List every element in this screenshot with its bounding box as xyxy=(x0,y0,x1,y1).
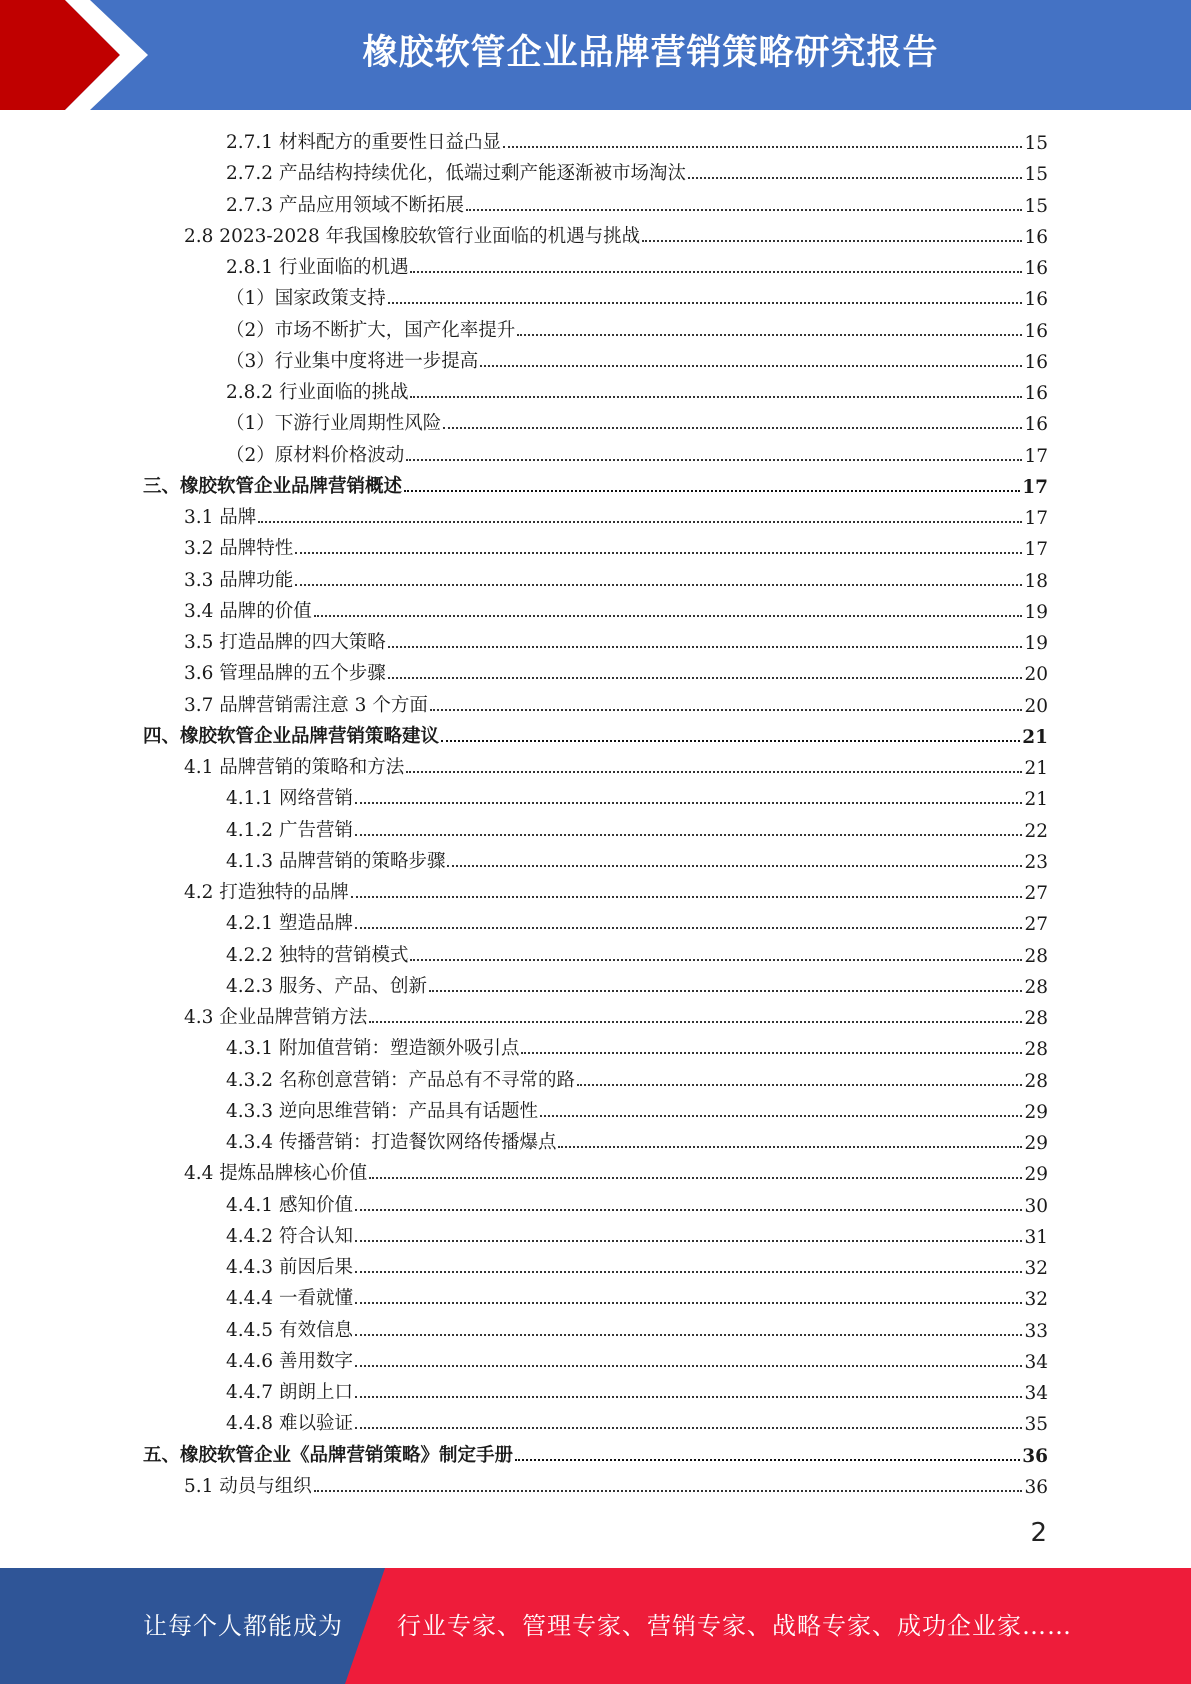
toc-leader-dots xyxy=(355,1271,1023,1273)
toc-entry-page: 28 xyxy=(1024,1008,1048,1029)
toc-leader-dots xyxy=(410,271,1022,273)
toc-entry-label: 3.5 打造品牌的四大策略 xyxy=(184,632,386,653)
toc-entry-page: 18 xyxy=(1024,570,1048,592)
toc-entry-label: 4.2 打造独特的品牌 xyxy=(184,882,349,903)
toc-entry-label: 4.1.1 网络营销 xyxy=(226,788,353,810)
toc-entry-label: 4.4.4 一看就懂 xyxy=(226,1288,353,1310)
footer-slogan-right: 行业专家、管理专家、营销专家、战略专家、成功企业家…… xyxy=(397,1612,1072,1640)
toc-entry-label: 五、橡胶软管企业《品牌营销策略》制定手册 xyxy=(143,1444,514,1466)
toc-entry[interactable] xyxy=(226,1096,1048,1127)
toc-leader-dots xyxy=(355,834,1023,836)
toc-entry-label: 四、橡胶软管企业品牌营销策略建议 xyxy=(143,725,440,747)
toc-leader-dots xyxy=(443,427,1022,429)
toc-entry-page: 17 xyxy=(1024,445,1048,467)
toc-entry[interactable] xyxy=(226,1127,1048,1158)
toc-entry-page: 29 xyxy=(1024,1164,1048,1186)
toc-leader-dots xyxy=(441,740,1020,742)
toc-entry-page: 28 xyxy=(1024,976,1048,998)
toc-leader-dots xyxy=(466,209,1022,211)
toc-leader-dots xyxy=(355,1365,1023,1367)
toc-entry[interactable] xyxy=(184,1158,1048,1189)
toc-entry-label: 4.3.2 名称创意营销：产品总有不寻常的路 xyxy=(226,1069,575,1091)
toc-entry[interactable] xyxy=(143,471,1048,502)
toc-leader-dots xyxy=(642,240,1022,242)
toc-entry-page: 21 xyxy=(1022,726,1048,748)
toc-leader-dots xyxy=(503,146,1022,148)
toc-entry[interactable] xyxy=(226,127,1048,158)
toc-entry-label: 4.4.2 符合认知 xyxy=(226,1225,353,1247)
toc-entry-label: 2.7.2 产品结构持续优化，低端过剩产能逐渐被市场淘汰 xyxy=(226,163,686,185)
toc-entry-label: （1）国家政策支持 xyxy=(226,288,386,310)
toc-leader-dots xyxy=(314,1490,1023,1492)
toc-leader-dots xyxy=(480,365,1022,367)
toc-leader-dots xyxy=(540,1115,1022,1117)
toc-entry-page: 20 xyxy=(1024,664,1048,686)
toc-entry[interactable] xyxy=(184,1471,1048,1502)
toc-entry-page: 17 xyxy=(1024,508,1048,529)
toc-entry-label: 3.4 品牌的价值 xyxy=(184,600,312,622)
toc-entry-label: 2.7.1 材料配方的重要性日益凸显 xyxy=(226,132,501,153)
toc-entry[interactable] xyxy=(226,158,1048,189)
toc-entry-page: 23 xyxy=(1024,851,1048,873)
toc-entry-label: 4.1.2 广告营销 xyxy=(226,819,353,841)
toc-entry-label: 4.2.1 塑造品牌 xyxy=(226,913,353,935)
toc-entry[interactable] xyxy=(184,690,1048,721)
toc-entry-page: 27 xyxy=(1024,914,1048,936)
toc-entry-label: 2.8 2023-2028 年我国橡胶软管行业面临的机遇与挑战 xyxy=(184,225,641,247)
toc-entry-page: 22 xyxy=(1024,820,1048,842)
toc-entry[interactable] xyxy=(226,346,1048,377)
toc-entry-page: 21 xyxy=(1024,758,1048,779)
toc-leader-dots xyxy=(355,1302,1023,1304)
toc-entry-label: 4.3.4 传播营销：打造餐饮网络传播爆点 xyxy=(226,1132,557,1153)
toc-entry[interactable] xyxy=(226,783,1048,814)
toc-entry-page: 19 xyxy=(1024,601,1048,623)
toc-entry-label: 3.7 品牌营销需注意 3 个方面 xyxy=(184,694,428,716)
toc-leader-dots xyxy=(295,584,1022,586)
toc-leader-dots xyxy=(558,1146,1022,1148)
page-number: 2 xyxy=(1030,1518,1047,1548)
toc-leader-dots xyxy=(406,771,1022,773)
toc-entry-page: 29 xyxy=(1024,1101,1048,1123)
toc-entry[interactable] xyxy=(226,283,1048,314)
toc-entry[interactable] xyxy=(184,565,1048,596)
toc-entry[interactable] xyxy=(184,658,1048,689)
toc-entry-page: 16 xyxy=(1024,226,1048,248)
toc-entry[interactable] xyxy=(226,1346,1048,1377)
toc-leader-dots xyxy=(369,1021,1022,1023)
toc-leader-dots xyxy=(355,802,1023,804)
toc-entry-label: 4.4 提炼品牌核心价值 xyxy=(184,1163,368,1185)
toc-entry-label: 3.6 管理品牌的五个步骤 xyxy=(184,663,386,685)
toc-leader-dots xyxy=(447,865,1022,867)
toc-entry[interactable] xyxy=(226,1221,1048,1252)
toc-entry-label: 3.2 品牌特性 xyxy=(184,538,294,560)
toc-entry-label: 三、橡胶软管企业品牌营销概述 xyxy=(143,475,403,497)
toc-entry-label: 4.4.7 朗朗上口 xyxy=(226,1382,353,1403)
toc-leader-dots xyxy=(388,677,1023,679)
toc-entry[interactable] xyxy=(226,1283,1048,1314)
toc-entry[interactable] xyxy=(226,1408,1048,1439)
toc-leader-dots xyxy=(369,1177,1022,1179)
toc-entry[interactable] xyxy=(226,377,1048,408)
toc-entry[interactable] xyxy=(226,408,1048,439)
toc-entry-page: 28 xyxy=(1024,945,1048,967)
toc-entry-label: 4.4.6 善用数字 xyxy=(226,1350,353,1372)
toc-leader-dots xyxy=(521,1052,1022,1054)
toc-leader-dots xyxy=(355,1427,1023,1429)
toc-entry-page: 16 xyxy=(1024,414,1048,436)
toc-entry-page: 16 xyxy=(1024,351,1048,373)
toc-entry[interactable] xyxy=(226,440,1048,471)
toc-entry-page: 28 xyxy=(1024,1039,1048,1061)
toc-leader-dots xyxy=(355,1334,1023,1336)
toc-entry-page: 28 xyxy=(1024,1070,1048,1092)
toc-entry[interactable] xyxy=(143,721,1048,752)
toc-entry[interactable] xyxy=(226,940,1048,971)
toc-leader-dots xyxy=(429,990,1022,992)
toc-entry[interactable] xyxy=(226,252,1048,283)
toc-entry-label: 4.3.3 逆向思维营销：产品具有话题性 xyxy=(226,1100,538,1122)
toc-entry[interactable] xyxy=(226,846,1048,877)
toc-entry[interactable] xyxy=(226,190,1048,221)
toc-leader-dots xyxy=(355,1209,1023,1211)
toc-entry-page: 27 xyxy=(1024,883,1048,904)
toc-entry[interactable] xyxy=(226,908,1048,939)
toc-entry-page: 15 xyxy=(1024,133,1048,154)
toc-entry-label: 4.3.1 附加值营销：塑造额外吸引点 xyxy=(226,1038,520,1060)
toc-leader-dots xyxy=(517,334,1022,336)
toc-entry[interactable] xyxy=(184,877,1048,908)
toc-entry-page: 17 xyxy=(1024,539,1048,561)
toc-entry-label: 4.3 企业品牌营销方法 xyxy=(184,1007,368,1028)
toc-entry-page: 30 xyxy=(1024,1195,1048,1217)
toc-leader-dots xyxy=(515,1459,1020,1461)
toc-entry-page: 34 xyxy=(1024,1383,1048,1404)
toc-leader-dots xyxy=(577,1084,1022,1086)
toc-entry[interactable] xyxy=(226,1252,1048,1283)
toc-leader-dots xyxy=(410,396,1022,398)
toc-leader-dots xyxy=(355,927,1023,929)
toc-entry-page: 36 xyxy=(1024,1476,1048,1498)
toc-leader-dots xyxy=(688,177,1022,179)
toc-entry-page: 20 xyxy=(1024,695,1048,717)
toc-entry-label: 2.8.1 行业面临的机遇 xyxy=(226,257,409,278)
report-title: 橡胶软管企业品牌营销策略研究报告 xyxy=(362,33,939,73)
toc-entry-label: （1）下游行业周期性风险 xyxy=(226,413,442,435)
toc-entry[interactable] xyxy=(184,502,1048,533)
page-header xyxy=(0,0,1191,110)
toc-entry-label: （2）市场不断扩大，国产化率提升 xyxy=(226,319,516,341)
toc-entry-label: （2）原材料价格波动 xyxy=(226,444,405,466)
toc-entry-label: 5.1 动员与组织 xyxy=(184,1475,312,1497)
toc-entry-page: 36 xyxy=(1022,1445,1048,1467)
toc-entry-label: 4.4.3 前因后果 xyxy=(226,1257,353,1278)
toc-leader-dots xyxy=(351,896,1023,898)
toc-entry-label: 4.4.8 难以验证 xyxy=(226,1413,353,1435)
toc-entry[interactable] xyxy=(226,815,1048,846)
toc-entry[interactable] xyxy=(226,1065,1048,1096)
toc-entry[interactable] xyxy=(226,315,1048,346)
toc-entry-page: 29 xyxy=(1024,1133,1048,1154)
toc-entry-page: 16 xyxy=(1024,320,1048,342)
toc-leader-dots xyxy=(388,302,1023,304)
toc-entry[interactable] xyxy=(184,1002,1048,1033)
toc-entry-page: 15 xyxy=(1024,164,1048,186)
footer-slogan-left: 让每个人都能成为 xyxy=(143,1612,343,1640)
toc-entry-page: 16 xyxy=(1024,289,1048,311)
toc-entry-label: 4.1.3 品牌营销的策略步骤 xyxy=(226,850,446,872)
toc-entry-page: 17 xyxy=(1022,476,1048,498)
toc-entry-page: 32 xyxy=(1024,1289,1048,1311)
toc-entry-page: 19 xyxy=(1024,633,1048,654)
toc-leader-dots xyxy=(355,1396,1023,1398)
header-arrow-decoration xyxy=(0,0,200,110)
toc-entry-label: 4.2.2 独特的营销模式 xyxy=(226,944,409,966)
toc-entry[interactable] xyxy=(143,1440,1048,1471)
toc-entry[interactable] xyxy=(184,752,1048,783)
toc-entry-label: （3）行业集中度将进一步提高 xyxy=(226,350,479,372)
toc-entry-page: 34 xyxy=(1024,1351,1048,1373)
toc-leader-dots xyxy=(388,646,1023,648)
toc-entry[interactable] xyxy=(226,1190,1048,1221)
toc-entry-page: 15 xyxy=(1024,195,1048,217)
toc-leader-dots xyxy=(295,552,1022,554)
toc-entry-page: 32 xyxy=(1024,1258,1048,1279)
toc-entry-label: 4.4.1 感知价值 xyxy=(226,1194,353,1216)
toc-entry-page: 16 xyxy=(1024,258,1048,279)
toc-entry-page: 21 xyxy=(1024,789,1048,811)
toc-entry-label: 3.3 品牌功能 xyxy=(184,569,294,591)
page-footer xyxy=(0,1568,1191,1684)
toc-leader-dots xyxy=(355,1240,1023,1242)
toc-leader-dots xyxy=(404,490,1020,492)
toc-entry-page: 16 xyxy=(1024,383,1048,404)
toc-entry[interactable] xyxy=(184,221,1048,252)
toc-entry-page: 35 xyxy=(1024,1414,1048,1436)
toc-entry[interactable] xyxy=(226,971,1048,1002)
toc-entry[interactable] xyxy=(184,627,1048,658)
toc-leader-dots xyxy=(430,709,1023,711)
toc-entry-label: 4.2.3 服务、产品、创新 xyxy=(226,975,427,997)
toc-entry[interactable] xyxy=(226,1377,1048,1408)
toc-entry[interactable] xyxy=(184,533,1048,564)
toc-leader-dots xyxy=(258,521,1022,523)
toc-entry-page: 31 xyxy=(1024,1226,1048,1248)
toc-leader-dots xyxy=(406,459,1022,461)
toc-leader-dots xyxy=(410,959,1022,961)
toc-entry-label: 4.1 品牌营销的策略和方法 xyxy=(184,757,405,778)
toc-leader-dots xyxy=(314,615,1023,617)
toc-entry[interactable] xyxy=(226,1315,1048,1346)
toc-entry[interactable] xyxy=(226,1033,1048,1064)
toc-entry-page: 33 xyxy=(1024,1320,1048,1342)
toc-entry-label: 2.8.2 行业面临的挑战 xyxy=(226,382,409,403)
toc-entry[interactable] xyxy=(184,596,1048,627)
toc-entry-label: 3.1 品牌 xyxy=(184,507,257,528)
toc-entry-label: 4.4.5 有效信息 xyxy=(226,1319,353,1341)
toc-entry-label: 2.7.3 产品应用领域不断拓展 xyxy=(226,194,464,216)
